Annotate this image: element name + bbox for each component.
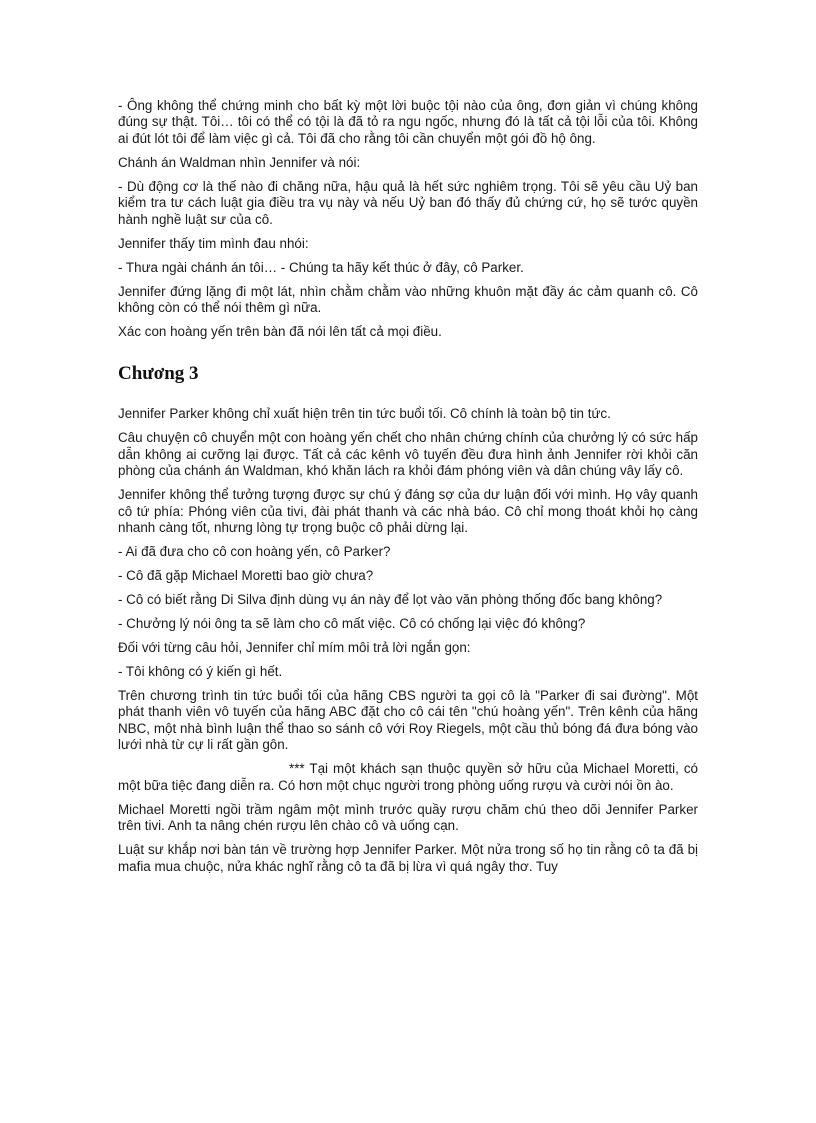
paragraph: Michael Moretti ngồi trầm ngâm một mình trước quầy rượu chăm chú theo dõi Jennifer Parker trên tivi. Anh ta nâng chén rượu lên chào cô và uống cạn. [118, 801, 698, 834]
paragraph: Jennifer thấy tim mình đau nhói: [118, 235, 309, 251]
paragraph: Luật sư khắp nơi bàn tán về trường hợp Jennifer Parker. Một nửa trong số họ tin rằng cô ta đã bị mafia mua chuộc, nửa khác nghĩ rằng cô ta đã bị lừa vì quá ngây thơ. Tuy [118, 842, 698, 874]
paragraph: - Dù động cơ là thế nào đi chăng nữa, hậu quả là hết sức nghiêm trọng. Tôi sẽ yêu cầu Uỷ ban kiểm tra tư cách luật gia điều tra vụ này và nếu Uỷ ban đó thấy đủ chứng cứ, họ sẽ tước quyền hành nghề luật sư của cô. [118, 178, 698, 227]
paragraph: - Thưa ngài chánh án tôi… - Chúng ta hãy kết thúc ở đây, cô Parker. [118, 259, 524, 275]
paragraph: - Cô đã gặp Michael Moretti bao giờ chưa? [118, 568, 374, 584]
paragraph: - Ai đã đưa cho cô con hoàng yến, cô Parker? [118, 544, 391, 560]
paragraph: Đối với từng câu hỏi, Jennifer chỉ mím môi trả lời ngắn gọn: [118, 640, 471, 656]
paragraph: Câu chuyện cô chuyển một con hoàng yến chết cho nhân chứng chính của chưởng lý có sức hấp dẫn không ai cưỡng lại được. Tất cả các kênh vô tuyến đều đưa hình ảnh Jennifer rời khỏi căn phòng của chánh án Waldman, khó khăn lách ra khỏi đám phóng viên và dân chúng vây lấy cô. [118, 430, 698, 479]
chapter-title: Chương 3 [118, 363, 199, 385]
paragraph: - Ông không thể chứng minh cho bất kỳ một lời buộc tội nào của ông, đơn giản vì chúng không đúng sự thật. Tôi… tôi có thể có tội là đã tỏ ra ngu ngốc, nhưng đó là tất cả tội lỗi của tôi. Không ai đút lót tôi để làm việc gì cả. Tôi đã cho rằng tôi cần chuyển một gói đồ hộ ông. [118, 98, 698, 146]
paragraph: Xác con hoàng yến trên bàn đã nói lên tất cả mọi điều. [118, 324, 442, 340]
scene-break-paragraph: *** Tại một khách sạn thuộc quyền sở hữu của Michael Moretti, có một bữa tiệc đang diễn ra. Có hơn một chục người trong phòng uống rượu và cười nói ồn ào. [118, 761, 698, 793]
document-page [118, 98, 698, 883]
paragraph: Chánh án Waldman nhìn Jennifer và nói: [118, 154, 361, 170]
paragraph: - Chưởng lý nói ông ta sẽ làm cho cô mất việc. Cô có chống lại việc đó không? [118, 616, 586, 632]
paragraph: - Cô có biết rằng Di Silva định dùng vụ án này để lọt vào văn phòng thống đốc bang không? [118, 592, 663, 608]
paragraph: - Tôi không có ý kiến gì hết. [118, 664, 283, 680]
paragraph: Jennifer không thể tưởng tượng được sự chú ý đáng sợ của dư luận đối với mình. Họ vây quanh cô tứ phía: Phóng viên của tivi, đài phát thanh và các nhà báo. Cô chỉ mong thoát khỏi họ càng nhanh càng tốt, nhưng lòng tự trọng buộc cô phải dừng lại. [118, 487, 698, 536]
paragraph: Trên chương trình tin tức buổi tối của hãng CBS người ta gọi cô là "Parker đi sai đường". Một phát thanh viên vô tuyến của hãng ABC đặt cho cô cái tên "chú hoàng yến". Trên kênh của hãng NBC, một nhà bình luận thể thao so sánh cô với Roy Riegels, một cầu thủ bóng đá đưa bóng vào lưới nhà từ cự li rất gần gôn. [118, 688, 698, 753]
paragraph: Jennifer đứng lặng đi một lát, nhìn chằm chằm vào những khuôn mặt đầy ác cảm quanh cô. Cô không còn có thể nói thêm gì nữa. [118, 283, 698, 316]
paragraph: Jennifer Parker không chỉ xuất hiện trên tin tức buổi tối. Cô chính là toàn bộ tin tức. [118, 406, 611, 422]
